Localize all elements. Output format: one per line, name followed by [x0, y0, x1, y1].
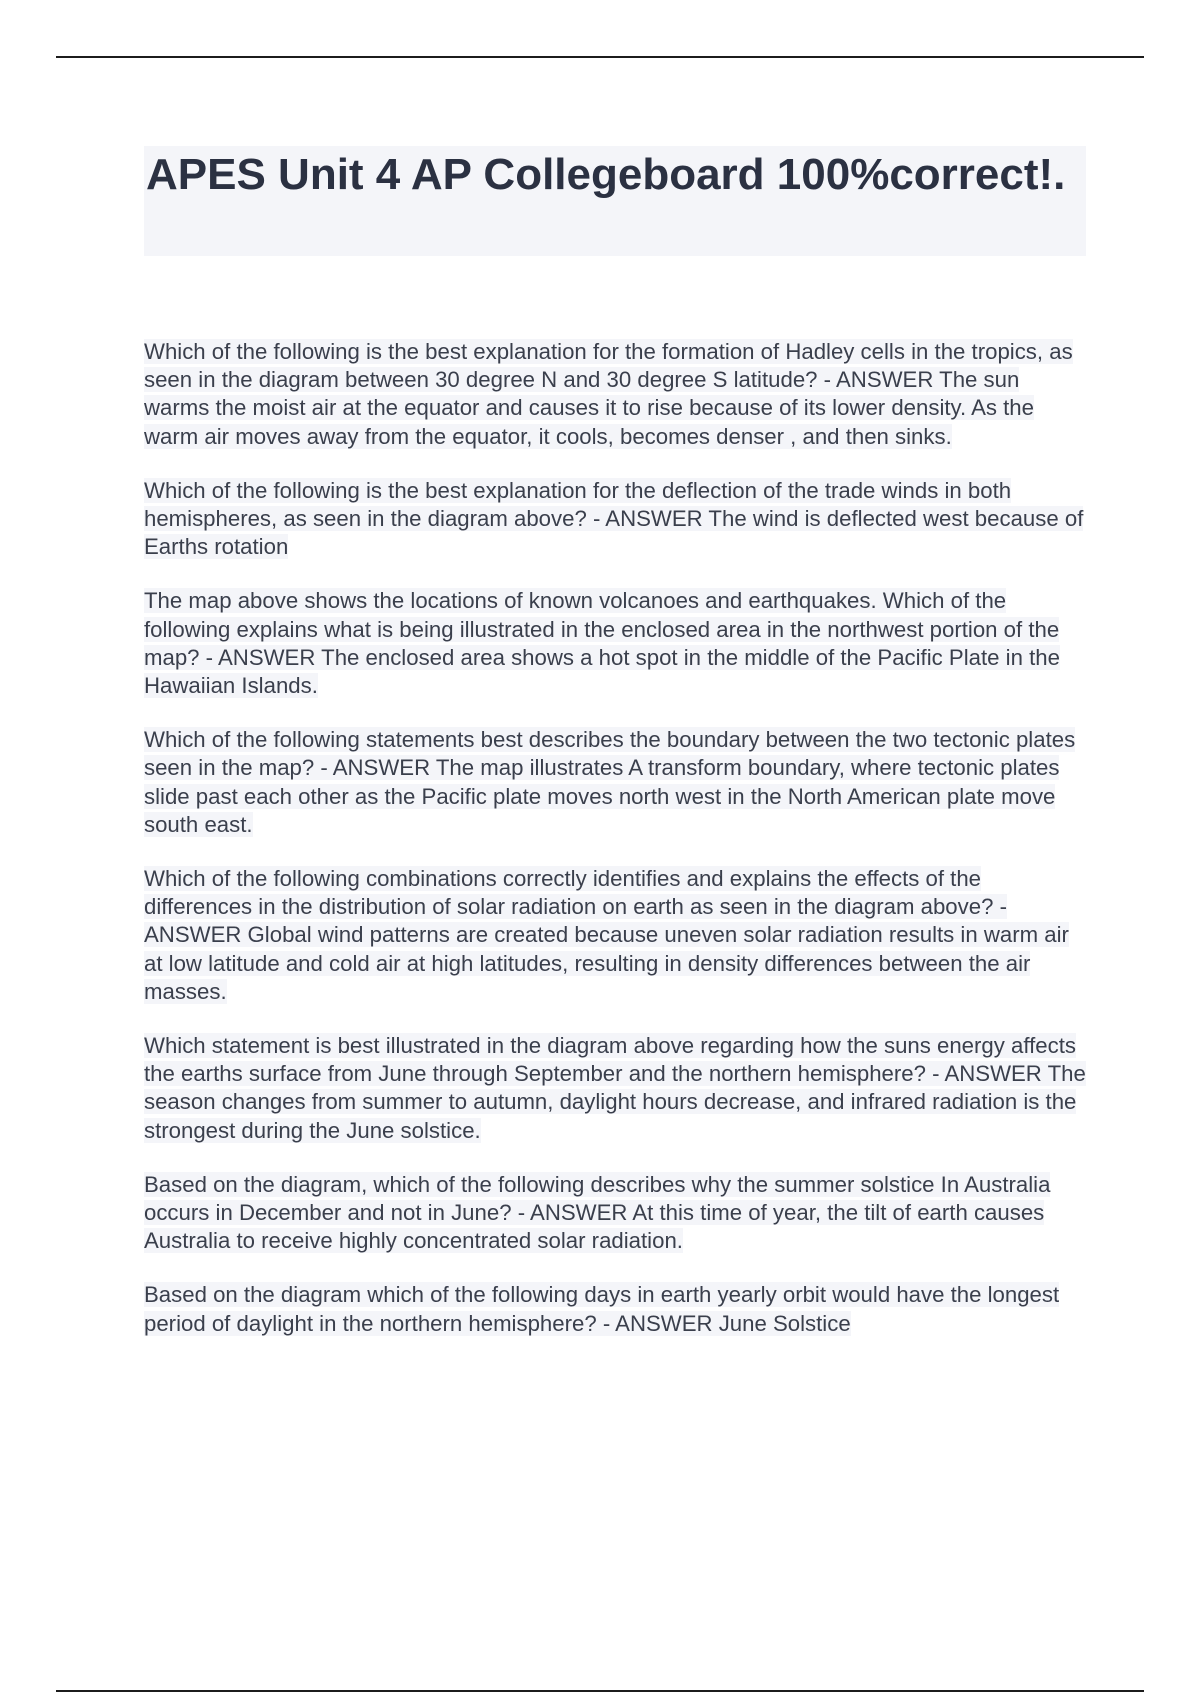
document-title: APES Unit 4 AP Collegeboard 100%correct!. [146, 150, 1066, 199]
qa-text: Which of the following statements best describes the boundary between the two tectonic plates seen in the map? - ANSWER The map illustrates A transform boundary, where tectonic plates slide past each other as the Pacific plate moves north west in the North American plate move south east. [144, 727, 1076, 837]
qa-item [144, 1171, 1086, 1256]
qa-text: Which of the following combinations correctly identifies and explains the effects of the differences in the distribution of solar radiation on earth as seen in the diagram above? - ANSWER Global wind patterns are created because uneven solar radiation results in warm air at low latitude and cold air at high latitudes, resulting in density differences between the air masses. [144, 866, 1069, 1004]
qa-list [144, 338, 1086, 1364]
top-divider [56, 56, 1144, 58]
qa-text: Which statement is best illustrated in the diagram above regarding how the suns energy affects the earths surface from June through September and the northern hemisphere? - ANSWER The season changes from summer to autumn, daylight hours decrease, and infrared radiation is the strongest during the June solstice. [144, 1033, 1086, 1143]
qa-text: Which of the following is the best explanation for the deflection of the trade winds in both hemispheres, as seen in the diagram above? - ANSWER The wind is deflected west because of Earths rotation [144, 477, 1084, 560]
qa-text: Based on the diagram, which of the following describes why the summer solstice In Australia occurs in December and not in June? - ANSWER At this time of year, the tilt of earth causes Australia to receive highly concentrated solar radiation. [144, 1171, 1051, 1254]
qa-text: Based on the diagram which of the following days in earth yearly orbit would have the longest period of daylight in the northern hemisphere? - ANSWER June Solstice [144, 1282, 1060, 1336]
bottom-divider [56, 1690, 1144, 1692]
qa-text: Which of the following is the best explanation for the formation of Hadley cells in the tropics, as seen in the diagram between 30 degree N and 30 degree S latitude? - ANSWER The sun warms the moist air at the equator and causes it to rise because of its lower density. As the warm air moves away from the equator, it cools, becomes denser , and then sinks. [144, 339, 1073, 449]
qa-item [144, 865, 1086, 1006]
qa-text: The map above shows the locations of known volcanoes and earthquakes. Which of the following explains what is being illustrated in the enclosed area in the northwest portion of the map? - ANSWER The enclosed area shows a hot spot in the middle of the Pacific Plate in the Hawaiian Islands. [144, 588, 1060, 699]
title-block [144, 146, 1086, 256]
qa-item [144, 1281, 1086, 1337]
qa-item [144, 338, 1086, 451]
qa-item [144, 587, 1086, 700]
qa-item [144, 477, 1086, 562]
qa-item [144, 726, 1086, 839]
qa-item [144, 1032, 1086, 1145]
